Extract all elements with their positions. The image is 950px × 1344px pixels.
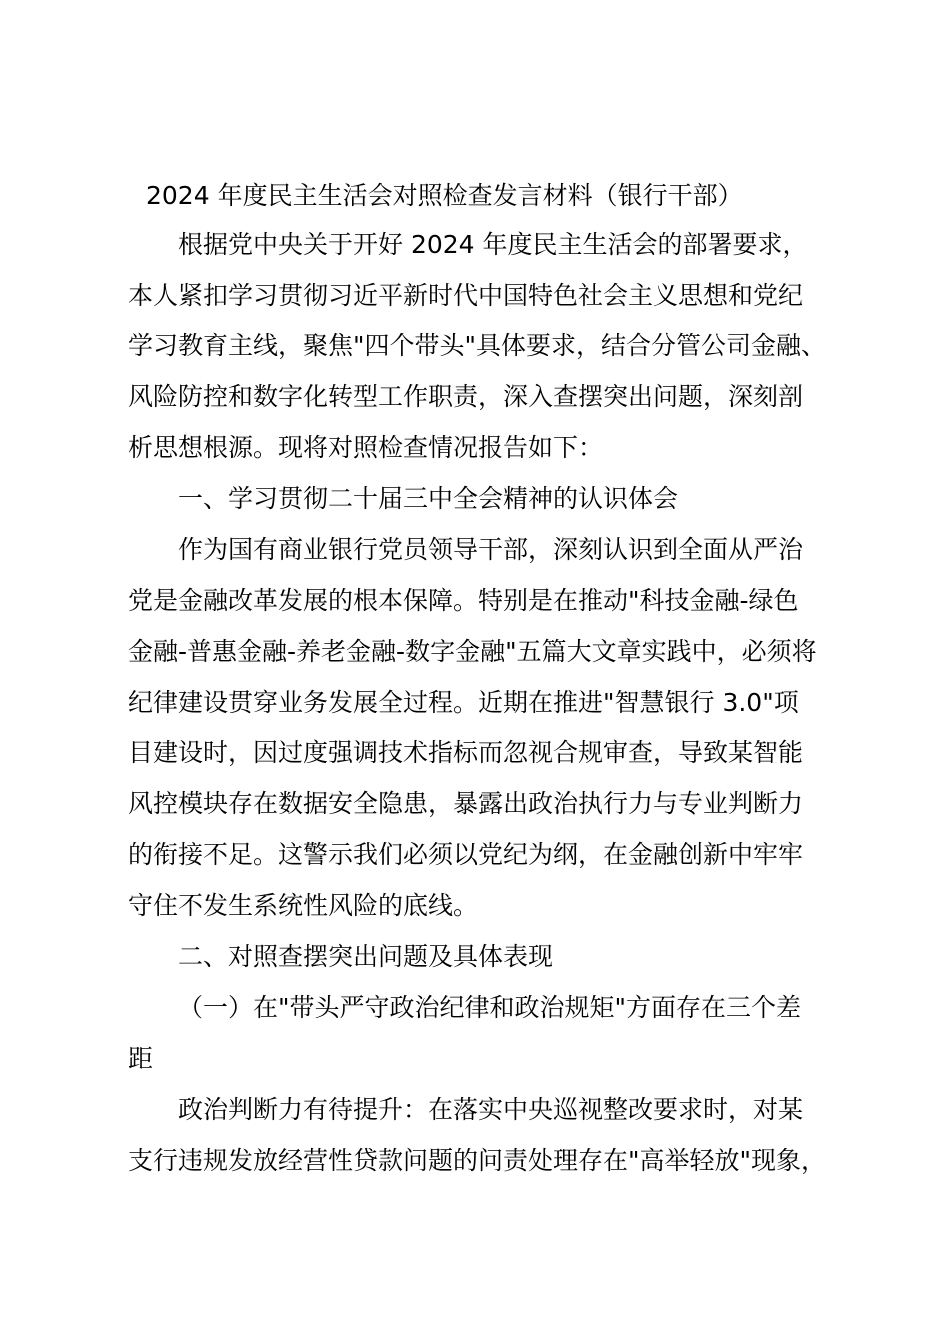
text-line: 风控模块存在数据安全隐患，暴露出政治执行力与专业判断力 bbox=[128, 789, 804, 818]
text-line: 政治判断力有待提升：在落实中央巡视整改要求时，对某 bbox=[178, 1095, 804, 1124]
text-line: 本人紧扣学习贯彻习近平新时代中国特色社会主义思想和党纪 bbox=[128, 281, 804, 310]
text-line: 风险防控和数字化转型工作职责，深入查摆突出问题，深刻剖 bbox=[128, 382, 804, 411]
text-line: 金融-普惠金融-养老金融-数字金融"五篇大文章实践中，必须将 bbox=[128, 637, 817, 666]
text-line: 作为国有商业银行党员领导干部，深刻认识到全面从严治 bbox=[178, 535, 804, 564]
subsection-heading-continued: 距 bbox=[128, 1044, 154, 1073]
document-title: 2024 年度民主生活会对照检查发言材料（银行干部） bbox=[146, 181, 743, 210]
subsection-heading: （一）在"带头严守政治纪律和政治规矩"方面存在三个差 bbox=[178, 993, 802, 1022]
text-line: 目建设时，因过度强调技术指标而忽视合规审查，导致某智能 bbox=[128, 738, 804, 767]
text-line: 根据党中央关于开好 2024 年度民主生活会的部署要求， bbox=[178, 230, 808, 259]
text-line: 纪律建设贯穿业务发展全过程。近期在推进"智慧银行 3.0"项 bbox=[128, 688, 799, 717]
text-line: 守住不发生系统性风险的底线。 bbox=[128, 891, 479, 920]
text-line: 的衔接不足。这警示我们必须以党纪为纲，在金融创新中牢牢 bbox=[128, 840, 804, 869]
text-line: 党是金融改革发展的根本保障。特别是在推动"科技金融-绿色 bbox=[128, 586, 799, 615]
text-line: 学习教育主线，聚焦"四个带头"具体要求，结合分管公司金融、 bbox=[128, 331, 827, 360]
section-heading: 一、学习贯彻二十届三中全会精神的认识体会 bbox=[178, 484, 679, 513]
text-line: 析思想根源。现将对照检查情况报告如下： bbox=[128, 433, 604, 462]
section-heading: 二、对照查摆突出问题及具体表现 bbox=[178, 942, 554, 971]
text-line: 支行违规发放经营性贷款问题的问责处理存在"高举轻放"现象， bbox=[128, 1146, 827, 1175]
